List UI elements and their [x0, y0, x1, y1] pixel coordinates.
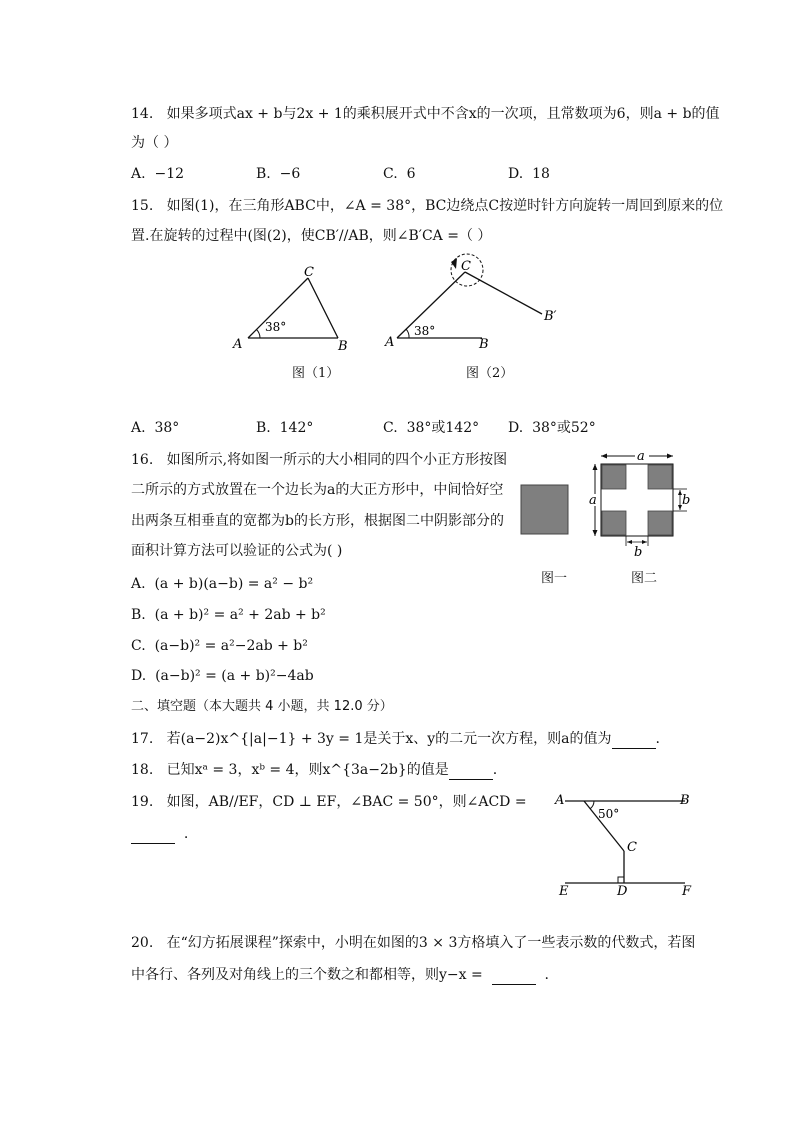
q15-line1: 15. 如图(1)，在三角形ABC中，∠A = 38°，BC边绕点C按逆时针方向旋转一周回到原来的位: [131, 198, 724, 214]
q16-line4: 面积计算方法可以验证的公式为( ): [131, 543, 343, 559]
q15-option-d[interactable]: D. 38°或52°: [508, 420, 596, 436]
section-heading: 二、填空题（本大题共 4 小题，共 12.0 分）: [131, 699, 393, 714]
q15-figure-1: [225, 258, 365, 358]
q14-option-a[interactable]: A. −12: [131, 166, 185, 182]
q16-option-d[interactable]: D. (a−b)² = (a + b)²−4ab: [131, 668, 314, 684]
q19-label-c: C: [627, 840, 637, 855]
q19-angle: 50°: [598, 807, 620, 821]
q18-answer-blank[interactable]: [449, 765, 493, 780]
q20-text: 中各行、各列及对角线上的三个数之和都相等，则y−x =: [131, 967, 483, 983]
q18-line: [131, 760, 497, 780]
fig2-angle: 38°: [414, 324, 436, 338]
q15-line2: 置.在旋转的过程中(图(2)，使CB′//AB，则∠B′CA =（ ）: [131, 228, 492, 244]
fig1-caption: 图（1）: [292, 366, 340, 381]
q15-option-b[interactable]: B. 142°: [256, 420, 314, 436]
fig1-angle: 38°: [265, 320, 287, 334]
fig-b-bottom: b: [634, 545, 643, 560]
q19-label-f: F: [682, 884, 692, 899]
q16-line2: 二所示的方式放置在一个边长为a的大正方形中，中间恰好空: [131, 482, 504, 498]
q17-end: .: [655, 731, 660, 747]
q20-line2: [131, 965, 549, 985]
fig2-label-bp: B′: [544, 309, 557, 324]
q15-option-a[interactable]: A. 38°: [131, 420, 180, 436]
q14-option-d[interactable]: D. 18: [508, 166, 550, 182]
q16-option-b[interactable]: B. (a + b)² = a² + 2ab + b²: [131, 607, 326, 623]
q19-label-b: B: [680, 793, 690, 808]
q18-end: .: [492, 762, 498, 778]
q19-label-d: D: [617, 884, 628, 899]
q17-answer-blank[interactable]: [612, 734, 656, 749]
q16-option-a[interactable]: A. (a + b)(a−b) = a² − b²: [131, 576, 314, 592]
fig2-caption: 图（2）: [466, 366, 514, 381]
q19-answer-blank[interactable]: [131, 829, 175, 844]
q20-answer-blank[interactable]: [492, 970, 536, 985]
q20-end: .: [544, 967, 549, 983]
q18-text: 18. 已知xᵃ = 3，xᵇ = 4，则x^{3a−2b}的值是: [131, 762, 449, 778]
q15-figure-2: [380, 250, 580, 355]
fig1-label-c: C: [304, 265, 314, 280]
q14-option-c[interactable]: C. 6: [383, 166, 416, 182]
q20-line1: 20. 在“幻方拓展课程”探索中，小明在如图的3 × 3方格填入了一些表示数的代数式，若图: [131, 935, 696, 951]
q16-figure-2: [583, 450, 693, 560]
q19-line1: 19. 如图，AB//EF，CD ⊥ EF，∠BAC = 50°，则∠ACD =: [131, 794, 527, 810]
q19-label-e: E: [559, 884, 569, 899]
fig2-label-c: C: [461, 259, 471, 274]
fig-a-top: a: [637, 450, 645, 464]
fig1-label-a: A: [233, 337, 243, 352]
q16-option-c[interactable]: C. (a−b)² = a²−2ab + b²: [131, 638, 308, 654]
fig-b-right: b: [682, 493, 691, 508]
fig1-label-b: B: [338, 339, 348, 354]
q14-line2: 为（ ）: [131, 135, 178, 151]
fig2-label-b: B: [479, 337, 489, 352]
q19-line2: [131, 824, 188, 844]
q14-option-b[interactable]: B. −6: [256, 166, 301, 182]
q16-fig1-caption: 图一: [541, 571, 568, 586]
q19-figure: [550, 787, 700, 899]
q17-text: 17. 若(a−2)x^{|a|−1} + 3y = 1是关于x、y的二元一次方程，则a的值为: [131, 731, 612, 747]
q17-line: [131, 729, 660, 749]
q14-line1: 14. 如果多项式ax + b与2x + 1的乘积展开式中不含x的一次项，且常数项为6，则a + b的值: [131, 106, 720, 122]
q16-line1: 16. 如图所示,将如图一所示的大小相同的四个小正方形按图: [131, 452, 508, 468]
fig-a-left: a: [589, 493, 597, 508]
q19-label-a: A: [555, 793, 565, 808]
fig2-label-a: A: [385, 335, 395, 350]
q15-option-c[interactable]: C. 38°或142°: [383, 420, 480, 436]
q16-line3: 出两条互相垂直的宽都为b的长方形，根据图二中阴影部分的: [131, 513, 504, 529]
q16-fig2-caption: 图二: [631, 571, 658, 586]
q16-figure-1: [520, 484, 570, 536]
q19-end: .: [183, 826, 189, 842]
